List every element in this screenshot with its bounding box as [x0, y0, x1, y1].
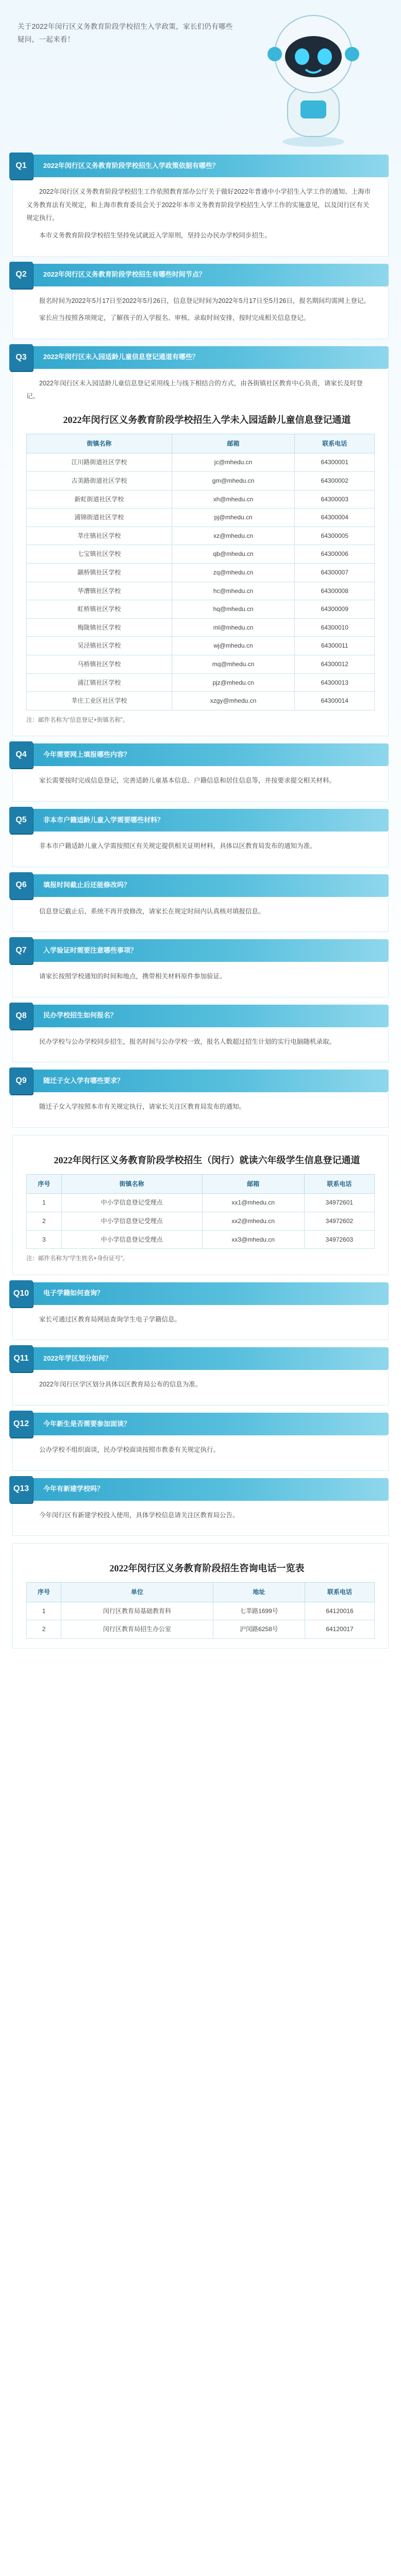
- answer-paragraph: 2022年闵行区未入园适龄儿童信息登记采用线上与线下相结合的方式，由各街镇社区教育中心负责，请家长及时登记。: [26, 379, 363, 400]
- question-bar: [12, 1282, 389, 1305]
- answer-block: [12, 1135, 389, 1275]
- answer-block: [12, 177, 389, 257]
- table-row: [27, 582, 375, 600]
- answer-block: [12, 1092, 389, 1128]
- qa-section: [12, 874, 389, 933]
- table-cell: 虹桥镇社区学校: [27, 600, 172, 619]
- table-row: [27, 527, 375, 545]
- answer-paragraph: 非本市户籍适龄儿童入学需按照区有关规定提供相关证明材料，具体以区教育局发布的通知为准。: [39, 842, 316, 850]
- table-cell: xx3@mhedu.cn: [202, 1230, 304, 1249]
- answer-paragraph: 报名时间为2022年5月17日至2022年5月26日，信息登记时间为2022年5月17日至5月26日，报名期间均需网上登记。: [39, 297, 370, 304]
- table-cell: jc@mhedu.cn: [172, 453, 295, 472]
- qa-section-3: [12, 346, 389, 737]
- question-text: 民办学校招生如何报名？: [43, 1011, 118, 1020]
- table-cell: 64300011: [295, 637, 375, 655]
- answer-paragraph: 家长需要按时完成信息登记，完善适龄儿童基本信息、户籍信息和居住信息等，并按要求提交相关材料。: [39, 777, 336, 785]
- question-bar: [12, 874, 389, 897]
- question-bar: [12, 809, 389, 832]
- table-cell: 64300005: [295, 527, 375, 545]
- answer-block: [12, 1027, 389, 1063]
- question-tag: Q8: [9, 1003, 33, 1029]
- table-cell: 64300004: [295, 509, 375, 527]
- table-cell: xzgy@mhedu.cn: [172, 692, 295, 710]
- table-row: [27, 453, 375, 472]
- table-cell: 2: [27, 1620, 61, 1639]
- qa-section: [12, 1005, 389, 1063]
- table-cell: 华漕镇社区学校: [27, 582, 172, 600]
- question-text: 2022年闵行区未入园适龄儿童信息登记通道有哪些？: [43, 353, 199, 361]
- table-cell: zq@mhedu.cn: [172, 563, 295, 582]
- table-cell: xx1@mhedu.cn: [202, 1194, 304, 1212]
- table-cell: qb@mhedu.cn: [172, 545, 295, 564]
- answer-paragraph: 随迁子女入学按照本市有关规定执行，请家长关注区教育局发布的通知。: [39, 1103, 246, 1111]
- table-cell: 七莘路1699号: [213, 1602, 305, 1620]
- table-header: 序号: [27, 1174, 62, 1194]
- table-row: [27, 655, 375, 673]
- question-text: 2022年闵行区义务教育阶段学校招生有哪些时间节点？: [43, 270, 206, 279]
- robot-mascot-icon: [257, 8, 370, 149]
- table-header: 街镇名称: [27, 434, 172, 453]
- table-cell: 64300010: [295, 618, 375, 637]
- answer-block: [12, 766, 389, 802]
- table-header: 街镇名称: [61, 1174, 202, 1194]
- table-cell: 闵行区教育局基础教育科: [61, 1602, 213, 1620]
- table-cell: 34972601: [304, 1194, 374, 1212]
- question-bar: [12, 1347, 389, 1370]
- question-text: 非本市户籍适龄儿童入学需要哪些材料？: [43, 816, 164, 824]
- table-cell: 34972603: [304, 1230, 374, 1249]
- answer-paragraph: 公办学校不组织面谈，民办学校面谈按照市教委有关规定执行。: [39, 1446, 220, 1453]
- table-row: [27, 618, 375, 637]
- table-cell: 颛桥镇社区学校: [27, 563, 172, 582]
- qa-section: [12, 939, 389, 997]
- table-row: [27, 1230, 375, 1249]
- table-cell: 中小学信息登记受理点: [61, 1230, 202, 1249]
- table-row: [27, 1620, 375, 1639]
- table-cell: 64300013: [295, 673, 375, 692]
- table-cell: 中小学信息登记受理点: [61, 1194, 202, 1212]
- qa-section-1: [12, 155, 389, 257]
- answer-block: [12, 832, 389, 867]
- table-cell: 古美路街道社区学校: [27, 471, 172, 490]
- question-tag: Q1: [9, 152, 33, 179]
- qa-section-2: [12, 264, 389, 339]
- table-cell: 2: [27, 1212, 62, 1231]
- question-bar: [12, 939, 389, 962]
- table-title: 2022年闵行区义务教育阶段学校招生（闵行）就读六年级学生信息登记通道: [54, 1155, 360, 1166]
- question-text: 随迁子女入学有哪些要求？: [43, 1077, 124, 1085]
- registration-table: [26, 434, 375, 710]
- table-row: [27, 637, 375, 655]
- question-text: 填报时间截止后还能修改吗？: [43, 881, 131, 889]
- table-cell: 江川路街道社区学校: [27, 453, 172, 472]
- qa-section: [12, 1282, 389, 1341]
- table-header: 邮箱: [172, 434, 295, 453]
- table-header: 联系电话: [295, 434, 375, 453]
- question-text: 2022年学区划分如何？: [43, 1354, 112, 1363]
- answer-block: [12, 1370, 389, 1405]
- question-tag: Q5: [9, 807, 33, 834]
- question-text: 电子学籍如何查询？: [43, 1289, 104, 1297]
- answer-paragraph: 2022年闵行区学区划分具体以区教育局公布的信息为准。: [39, 1381, 202, 1388]
- table-cell: 1: [27, 1194, 62, 1212]
- qa-section: [12, 1478, 389, 1536]
- table-cell: 新虹街道社区学校: [27, 490, 172, 509]
- table-cell: 64300006: [295, 545, 375, 564]
- question-bar: [12, 1413, 389, 1435]
- table-row: [27, 692, 375, 710]
- answer-block: [12, 1435, 389, 1471]
- table-cell: hq@mhedu.cn: [172, 600, 295, 619]
- table-cell: 64300012: [295, 655, 375, 673]
- qa-section: [12, 1413, 389, 1471]
- question-bar: [12, 743, 389, 766]
- question-bar: [12, 346, 389, 369]
- table-cell: 沪闵路6258号: [213, 1620, 305, 1639]
- answer-block: [12, 369, 389, 737]
- table-cell: ml@mhedu.cn: [172, 618, 295, 637]
- table-cell: 吴泾镇社区学校: [27, 637, 172, 655]
- header: [0, 0, 401, 155]
- answer-paragraph: 请家长按照学校通知的时间和地点，携带相关材料原件参加验证。: [39, 973, 226, 980]
- table-row: [27, 1602, 375, 1620]
- table-cell: xx2@mhedu.cn: [202, 1212, 304, 1231]
- qa-section: [12, 809, 389, 867]
- table-cell: 64120016: [305, 1602, 375, 1620]
- question-tag: Q6: [9, 872, 33, 899]
- table-cell: 64300001: [295, 453, 375, 472]
- answer-paragraph: 家长可通过区教育局网站查询学生电子学籍信息。: [39, 1315, 181, 1323]
- answer-block: [12, 1305, 389, 1341]
- table-header: 地址: [213, 1583, 305, 1602]
- table-header: 邮箱: [202, 1174, 304, 1194]
- table-header: 联系电话: [305, 1583, 375, 1602]
- question-bar: [12, 1070, 389, 1092]
- question-tag: Q13: [9, 1476, 33, 1503]
- table-cell: 34972602: [304, 1212, 374, 1231]
- table-row: [27, 600, 375, 619]
- question-text: 今年需要网上填报哪些内容？: [43, 750, 131, 758]
- qa-section: [12, 743, 389, 802]
- qa-section-table3: [12, 1543, 389, 1649]
- table-row: [27, 673, 375, 692]
- question-text: 今年有新建学校吗？: [43, 1485, 104, 1493]
- answer-paragraph: 本市义务教育阶段学校招生坚持免试就近入学原则，坚持公办民办学校同步招生。: [39, 231, 272, 239]
- question-bar: [12, 155, 389, 177]
- answer-block: [12, 1543, 389, 1649]
- table-cell: 64300014: [295, 692, 375, 710]
- header-intro: 关于2022年闵行区义务教育阶段学校招生入学政策，家长们仍有哪些疑问，一起来看！: [18, 23, 233, 43]
- table-cell: 中小学信息登记受理点: [61, 1212, 202, 1231]
- table-cell: 闵行区教育局招生办公室: [61, 1620, 213, 1639]
- answer-block: [12, 962, 389, 997]
- answer-paragraph: 家长应当按照各项规定，了解孩子的入学报名、审核、录取时间安排，按时完成相关信息登记。: [39, 314, 310, 322]
- answer-paragraph: 今年闵行区有新建学校投入使用，具体学校信息请关注区教育局公告。: [39, 1511, 239, 1519]
- table-row: [27, 545, 375, 564]
- table-cell: 梅陇镇社区学校: [27, 618, 172, 637]
- question-tag: Q2: [9, 262, 33, 289]
- table-cell: xz@mhedu.cn: [172, 527, 295, 545]
- question-tag: Q9: [9, 1067, 33, 1094]
- table-header: 单位: [61, 1583, 213, 1602]
- table-cell: 64300009: [295, 600, 375, 619]
- question-text: 2022年闵行区义务教育阶段学校招生入学政策依据有哪些？: [43, 161, 219, 170]
- table-cell: 马桥镇社区学校: [27, 655, 172, 673]
- question-bar: [12, 264, 389, 286]
- contact-table: [26, 1582, 375, 1639]
- table-cell: gm@mhedu.cn: [172, 471, 295, 490]
- table-cell: 浦锦街道社区学校: [27, 509, 172, 527]
- table-cell: 1: [27, 1602, 61, 1620]
- question-bar: [12, 1005, 389, 1027]
- table-row: [27, 509, 375, 527]
- table-row: [27, 490, 375, 509]
- table-cell: mq@mhedu.cn: [172, 655, 295, 673]
- question-tag: Q4: [9, 741, 33, 768]
- answer-block: [12, 1501, 389, 1536]
- answer-paragraph: 信息登记截止后，系统不再开放修改，请家长在规定时间内认真核对填报信息。: [39, 907, 265, 915]
- table-cell: 莘庄镇社区学校: [27, 527, 172, 545]
- table-title: 2022年闵行区义务教育阶段学校招生入学未入园适龄儿童信息登记通道: [63, 415, 351, 425]
- table-cell: 浦江镇社区学校: [27, 673, 172, 692]
- table-cell: 64300003: [295, 490, 375, 509]
- answer-paragraph: 2022年闵行区义务教育阶段学校招生工作依照教育部办公厅关于做好2022年普通中小学招生入学工作的通知、上海市义务教育法有关规定，和上海市教育委员会关于2022年本市义务教育阶段学校招生入学工作的实施意见，以及闵行区有关规定执行。: [26, 188, 371, 222]
- question-tag: Q12: [9, 1411, 33, 1437]
- table-note: 注：邮件名称为“信息登记+街镇名称”。: [26, 717, 129, 723]
- table-cell: pjz@mhedu.cn: [172, 673, 295, 692]
- table-title: 2022年闵行区义务教育阶段招生咨询电话一览表: [109, 1563, 305, 1574]
- qa-section-table2: [12, 1135, 389, 1275]
- answer-block: [12, 897, 389, 933]
- table-cell: 64120017: [305, 1620, 375, 1639]
- question-tag: Q11: [9, 1345, 33, 1372]
- table-row: [27, 1194, 375, 1212]
- table-cell: wj@mhedu.cn: [172, 637, 295, 655]
- table-cell: hc@mhedu.cn: [172, 582, 295, 600]
- table-row: [27, 563, 375, 582]
- registration-table-2: [26, 1174, 375, 1249]
- question-text: 今年新生是否需要参加面谈？: [43, 1419, 131, 1428]
- qa-section: [12, 1347, 389, 1405]
- question-text: 入学验证时需要注意哪些事项？: [43, 946, 138, 954]
- table-cell: 3: [27, 1230, 62, 1249]
- table-cell: pj@mhedu.cn: [172, 509, 295, 527]
- table-cell: 莘庄工业区社区学校: [27, 692, 172, 710]
- table-note: 注：邮件名称为“学生姓名+身份证号”。: [26, 1256, 129, 1262]
- table-cell: 七宝镇社区学校: [27, 545, 172, 564]
- question-tag: Q10: [9, 1280, 33, 1307]
- question-tag: Q3: [9, 344, 33, 371]
- table-row: [27, 1212, 375, 1231]
- question-bar: [12, 1478, 389, 1501]
- qa-section: [12, 1070, 389, 1128]
- question-tag: Q7: [9, 937, 33, 964]
- table-cell: xh@mhedu.cn: [172, 490, 295, 509]
- table-header: 序号: [27, 1583, 61, 1602]
- table-row: [27, 471, 375, 490]
- answer-block: [12, 286, 389, 339]
- table-cell: 64300008: [295, 582, 375, 600]
- answer-paragraph: 民办学校与公办学校同步招生，报名时间与公办学校一致，报名人数超过招生计划的实行电脑随机录取。: [39, 1038, 336, 1045]
- table-cell: 64300007: [295, 563, 375, 582]
- table-cell: 64300002: [295, 471, 375, 490]
- table-header: 联系电话: [304, 1174, 374, 1194]
